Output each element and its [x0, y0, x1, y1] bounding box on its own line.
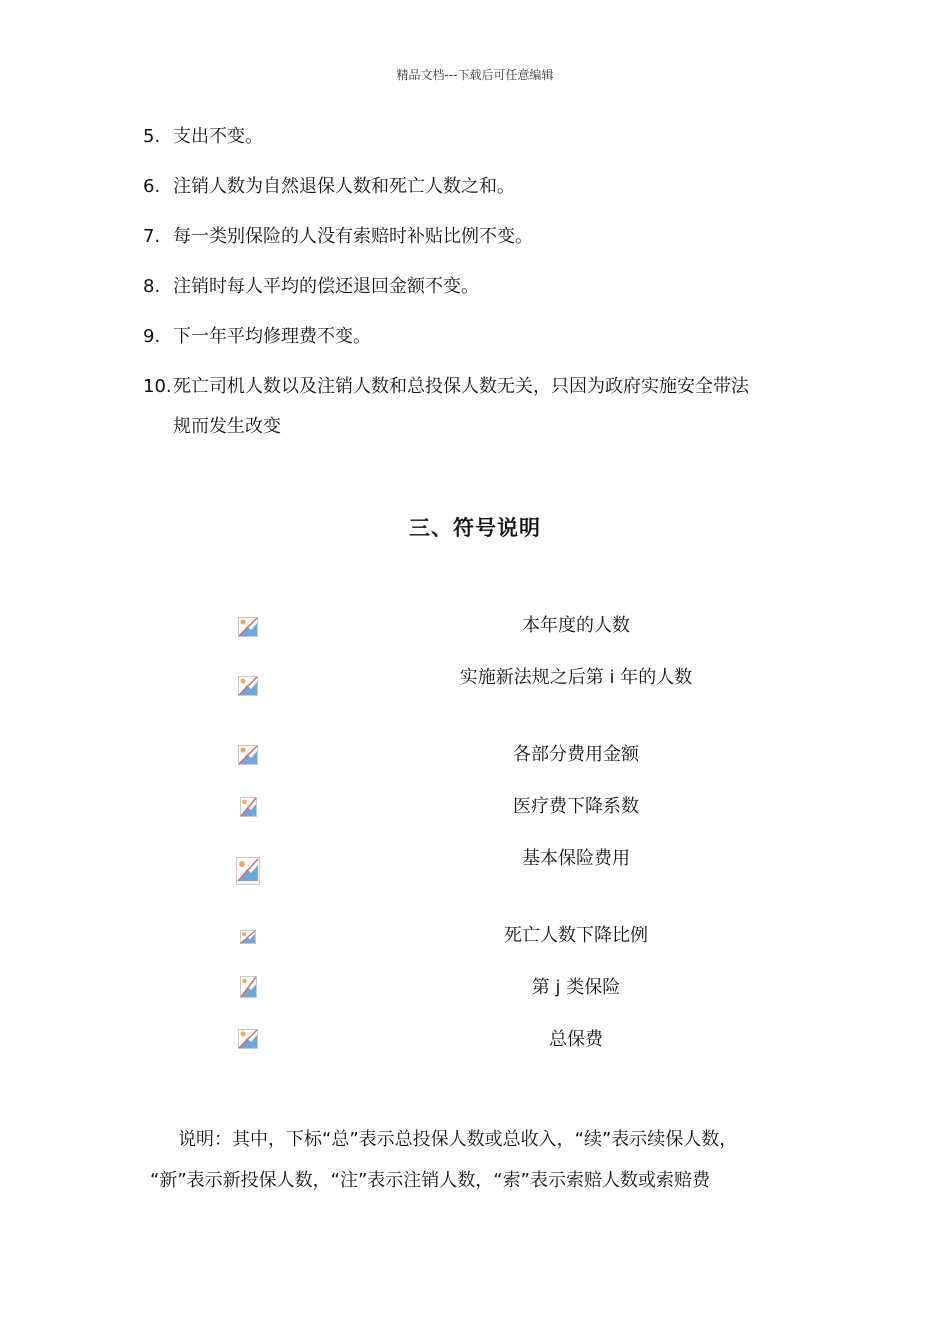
- symbol-description: 实施新法规之后第 i 年的人数: [459, 667, 693, 688]
- broken-image-icon: [238, 676, 258, 696]
- list-item-text: 死亡司机人数以及注销人数和总投保人数无关，只因为政府实施安全带法: [173, 376, 749, 397]
- list-item-number: 7.: [143, 226, 161, 247]
- section-title: 三、符号说明: [409, 516, 541, 540]
- symbol-description: 本年度的人数: [522, 615, 630, 636]
- symbol-description: 医疗费下降系数: [513, 796, 639, 817]
- symbol-row: [0, 666, 950, 696]
- list-item: [143, 125, 823, 175]
- list-item: [143, 225, 823, 275]
- list-item-number: 6.: [143, 176, 161, 197]
- symbol-row: [0, 924, 950, 954]
- list-item: [143, 375, 823, 439]
- list-item-text: 注销时每人平均的偿还退回金额不变。: [173, 276, 479, 297]
- symbol-row: [0, 743, 950, 773]
- list-item-text: 支出不变。: [173, 126, 263, 147]
- symbol-description: 各部分费用金额: [513, 744, 639, 765]
- symbol-row: [0, 976, 950, 1006]
- list-item-text-continued: 规而发生改变: [173, 416, 281, 437]
- broken-image-icon: [238, 617, 258, 637]
- broken-image-icon: [240, 976, 257, 998]
- symbol-description: 基本保险费用: [522, 848, 630, 869]
- symbol-row: [0, 1028, 950, 1058]
- symbol-description: 总保费: [549, 1029, 603, 1050]
- list-item: [143, 275, 823, 325]
- broken-image-icon: [240, 797, 257, 817]
- list-item: [143, 325, 823, 375]
- list-item-text: 注销人数为自然退保人数和死亡人数之和。: [173, 176, 515, 197]
- symbol-description: 死亡人数下降比例: [504, 925, 648, 946]
- symbol-description: 第 j 类保险: [531, 977, 621, 998]
- page-header: 精品文档---下载后可任意编辑: [396, 68, 554, 82]
- list-item-text: 下一年平均修理费不变。: [173, 326, 371, 347]
- broken-image-icon: [240, 930, 256, 944]
- note-line: “新”表示新投保人数，“注”表示注销人数，“索”表示索赔人数或索赔费: [150, 1170, 710, 1191]
- symbol-row: [0, 614, 950, 644]
- note-line: 说明：其中，下标“总”表示总投保人数或总收入，“续”表示续保人数，: [178, 1129, 738, 1150]
- list-item-number: 5.: [143, 126, 161, 147]
- symbol-row: [0, 847, 950, 877]
- broken-image-icon: [236, 857, 260, 885]
- list-item-text: 每一类别保险的人没有索赔时补贴比例不变。: [173, 226, 533, 247]
- list-item-number: 10.: [143, 376, 172, 397]
- assumption-list: [143, 125, 823, 439]
- list-item-number: 9.: [143, 326, 161, 347]
- broken-image-icon: [238, 745, 258, 765]
- note-paragraph: [150, 1128, 830, 1193]
- list-item-number: 8.: [143, 276, 161, 297]
- list-item: [143, 175, 823, 225]
- broken-image-icon: [238, 1029, 258, 1049]
- symbol-row: [0, 795, 950, 825]
